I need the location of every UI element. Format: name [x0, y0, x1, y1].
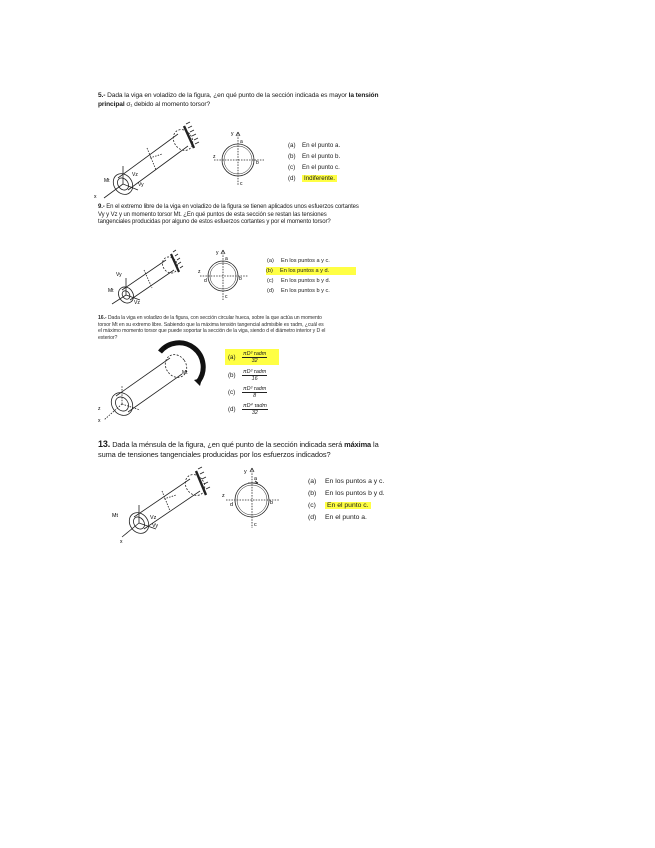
q5-vz-label: Vz [132, 172, 138, 178]
q16-option-c[interactable]: (c) $\frac{\text{πD³ τadm}}{8}$ [228, 386, 267, 399]
q9-section-y: y [216, 250, 219, 256]
q16-option-b[interactable]: (b) $\frac{\text{πD³ τadm}}{16}$ [228, 369, 267, 382]
q5-point-a: a [240, 139, 243, 145]
q13-section-z: z [222, 493, 225, 499]
q5-point-b: b [256, 160, 259, 166]
q9-mt-label: Mt [108, 288, 114, 294]
q9-point-a: a [225, 256, 228, 262]
q13-point-b: b [270, 500, 273, 506]
q13-vz-label: Vz [150, 515, 157, 521]
q13-section-y: y [244, 469, 247, 475]
q9-option-b[interactable]: (b) En los puntos a y d. [266, 267, 356, 275]
q9-point-c: c [225, 294, 228, 300]
question-9-section-figure [196, 248, 252, 302]
question-5-section-figure [212, 128, 268, 190]
question-16-number: 16.- [98, 315, 107, 321]
question-13-beam-figure [112, 465, 216, 545]
question-5-text: 5.- Dada la viga en voladizo de la figura, ¿en qué punto de la sección indicada es mayor la tensión principal σ₁ debido al momento torsor? [98, 92, 379, 108]
q5-option-a[interactable]: (a) En el punto a. [288, 142, 341, 149]
q5-option-c[interactable]: (c) En el punto c. [288, 164, 340, 171]
q5-mt-label: Mt [104, 178, 110, 184]
q13-point-d: d [230, 502, 233, 508]
q13-option-a[interactable]: (a) En los puntos a y c. [308, 478, 385, 485]
q16-y-label: y [164, 344, 167, 350]
q5-point-c: c [240, 181, 243, 187]
q13-x-label: x [120, 539, 123, 545]
q9-vy-label: Vy [116, 272, 122, 278]
q9-section-z: z [198, 269, 201, 275]
question-13-text: 13. Dada la ménsula de la figura, ¿en qué punto de la sección indicada será máxima la suma de tensiones tangenciales producidas por los esfuerzos indicados? [98, 439, 379, 459]
q9-point-d: d [204, 278, 207, 284]
q5-x-label: x [94, 194, 97, 200]
q5-option-d[interactable]: (d) Indiferente. [288, 175, 335, 182]
question-9-beam-figure [104, 248, 188, 306]
q9-option-d[interactable]: (d) En los puntos b y c. [267, 288, 330, 294]
q13-point-c: c [254, 522, 257, 528]
question-5-beam-figure [92, 118, 212, 200]
question-13-section-figure [222, 466, 284, 530]
question-13-number: 13. [98, 439, 111, 449]
q13-option-d[interactable]: (d) En el punto a. [308, 514, 367, 521]
q5-option-b[interactable]: (b) En el punto b. [288, 153, 341, 160]
question-9-text: 9.- En el extremo libre de la viga en voladizo de la figura se tienen aplicados unos esfuerzos cortantes Vy y Vz y un momento torsor Mt. ¿En qué puntos de esta sección se restan las tensiones tangenciales producidas por alguno de estos esfuerzos cortantes y por el momento torsor? [98, 204, 359, 226]
question-9-number: 9.- [98, 204, 105, 210]
question-16-text: 16.- Dada la viga en voladizo de la figura, con sección circular hueca, sobre la que actúa un momento torsor Mt en su extremo libre. Sabiendo que la máxima tensión tangencial admisible es τadm, ¿cuál es el máximo momento torsor que puede soportar la sección de la viga, siendo d el diámetro interior y D el exterior? [98, 315, 326, 341]
q9-option-a[interactable]: (a) En los puntos a y c. [267, 258, 330, 264]
question-16-beam-figure [96, 340, 206, 426]
q9-vz-label: Vz [134, 300, 140, 306]
q13-mt-label: Mt [112, 513, 118, 519]
q13-option-c[interactable]: (c) En el punto c. [308, 502, 369, 509]
q16-x-label: x [98, 418, 101, 424]
q16-option-d[interactable]: (d) $\frac{\text{πD⁴ τadm}}{32}$ [228, 403, 267, 416]
q9-point-b: b [239, 276, 242, 282]
q13-point-a: a [254, 476, 257, 482]
q16-z-label: z [98, 406, 101, 412]
q16-option-a[interactable]: (a) $\frac{\text{πD³ τadm}}{32}$ [228, 351, 267, 364]
q13-vy-label: Vy [152, 523, 159, 529]
q5-section-z: z [213, 154, 216, 160]
q5-vy-label: Vy [138, 182, 144, 188]
q13-option-b[interactable]: (b) En los puntos b y d. [308, 490, 385, 497]
question-5-number: 5.- [98, 92, 106, 99]
q16-mt-label: Mt [182, 370, 188, 376]
q5-section-y: y [231, 131, 234, 137]
q9-option-c[interactable]: (c) En los puntos b y d. [267, 278, 331, 284]
